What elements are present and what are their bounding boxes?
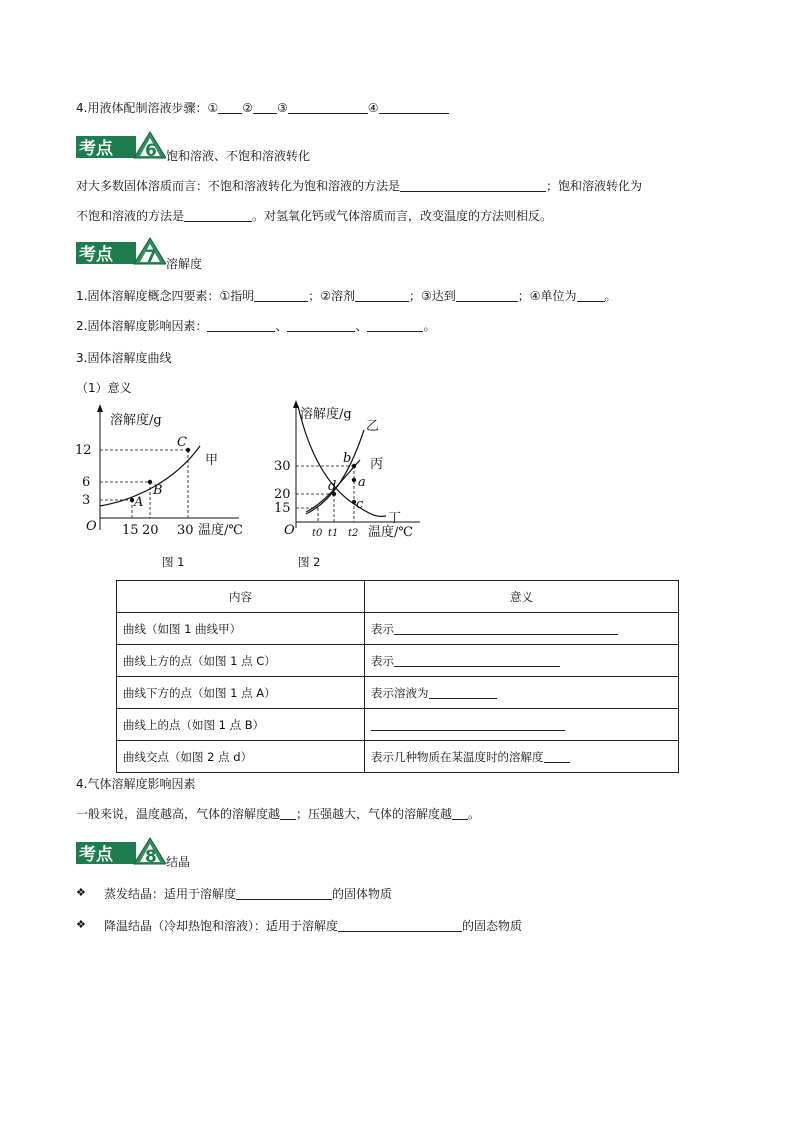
bullet-icon: ❖ bbox=[76, 918, 86, 931]
fig1-ylabel: 溶解度/g bbox=[110, 413, 162, 428]
blank bbox=[338, 919, 462, 932]
svg-text:7: 7 bbox=[145, 247, 157, 266]
text: ；③达到 bbox=[408, 289, 456, 303]
table-row bbox=[117, 741, 679, 773]
fig2-ytick: 30 bbox=[274, 459, 291, 474]
blank bbox=[287, 319, 355, 332]
fig2-curve-label-ding: 丁 bbox=[388, 511, 402, 526]
blank bbox=[184, 209, 252, 222]
table-cell: 表示溶液为 bbox=[365, 677, 679, 709]
k7-item4-line bbox=[76, 806, 480, 822]
k7-item2 bbox=[76, 318, 436, 334]
fig2-point-b bbox=[352, 464, 356, 468]
text: 蒸发结晶：适用于溶解度 bbox=[104, 887, 237, 901]
table-row bbox=[117, 645, 679, 677]
kaodian-7-badge bbox=[76, 236, 166, 266]
table-header: 内容 bbox=[117, 581, 365, 613]
blank bbox=[544, 750, 570, 763]
k8-bullet2 bbox=[104, 918, 522, 934]
fig1-xlabel: 温度/℃ bbox=[198, 523, 243, 538]
svg-text:6: 6 bbox=[145, 141, 157, 160]
table-cell: 曲线下方的点（如图 1 点 A） bbox=[117, 677, 365, 709]
step-num: ④ bbox=[367, 101, 379, 115]
fig2-xtick: t1 bbox=[328, 528, 339, 539]
text: ；压强越大，气体的溶解度越 bbox=[296, 807, 453, 821]
blank bbox=[253, 101, 277, 114]
blank bbox=[236, 887, 332, 900]
k7-item3-sub: （1）意义 bbox=[76, 381, 132, 395]
fig1-xtick: 20 bbox=[142, 523, 159, 538]
text: 降温结晶（冷却热饱和溶液）：适用于溶解度 bbox=[104, 919, 339, 933]
kaodian-8-badge bbox=[76, 836, 166, 866]
table-cell: 曲线上方的点（如图 1 点 C） bbox=[117, 645, 365, 677]
fig2-label-d: d bbox=[328, 479, 337, 494]
fig1-label-b: B bbox=[153, 483, 163, 498]
blank bbox=[400, 179, 546, 192]
text: 不饱和溶液的方法是 bbox=[76, 209, 185, 223]
blank bbox=[371, 718, 565, 731]
fig1-ytick: 3 bbox=[82, 493, 91, 508]
fig2-curve-label-yi: 乙 bbox=[366, 419, 380, 434]
kaodian-7-title: 溶解度 bbox=[166, 257, 203, 271]
step4-prefix: 4.用液体配制溶液步骤：① bbox=[76, 101, 219, 115]
step-num: ② bbox=[242, 101, 253, 115]
table-cell: 表示 bbox=[365, 613, 679, 645]
table-header-row bbox=[117, 581, 679, 613]
k7-item1 bbox=[76, 288, 617, 304]
k6-line2 bbox=[76, 208, 552, 224]
step-num: ③ bbox=[276, 101, 288, 115]
fig1-label-c: C bbox=[177, 435, 187, 450]
text: ；④单位为 bbox=[517, 289, 577, 303]
table-cell bbox=[365, 709, 679, 741]
blank bbox=[288, 101, 368, 114]
fig2-ylabel: 溶解度/g bbox=[300, 407, 352, 422]
text: 1.固体溶解度概念四要素：①指明 bbox=[76, 289, 255, 303]
k7-item4: 4.气体溶解度影响因素 bbox=[76, 777, 196, 791]
blank bbox=[429, 686, 497, 699]
fig2-curve-label-bing: 丙 bbox=[370, 457, 384, 472]
blank bbox=[452, 807, 468, 820]
blank bbox=[218, 101, 242, 114]
text: 。 bbox=[423, 319, 436, 333]
svg-text:8: 8 bbox=[145, 847, 157, 866]
fig2-xtick: t0 bbox=[312, 528, 323, 539]
step4-line bbox=[76, 100, 449, 116]
blank bbox=[394, 654, 560, 667]
blank bbox=[394, 622, 618, 635]
text: ；②溶剂 bbox=[308, 289, 355, 303]
fig1-caption: 图 1 bbox=[162, 555, 185, 569]
k6-line1 bbox=[76, 178, 642, 194]
table-row bbox=[117, 613, 679, 645]
text: 、 bbox=[275, 319, 288, 333]
kaodian-6-badge bbox=[76, 130, 166, 160]
blank bbox=[207, 319, 275, 332]
text: 、 bbox=[355, 319, 368, 333]
fig1-xtick: 30 bbox=[177, 523, 194, 538]
fig2-label-b: b bbox=[343, 451, 352, 466]
fig2-caption: 图 2 bbox=[298, 555, 321, 569]
k7-item3: 3.固体溶解度曲线 bbox=[76, 351, 172, 365]
blank bbox=[367, 319, 423, 332]
fig1-ytick: 6 bbox=[82, 475, 91, 490]
table-cell: 曲线交点（如图 2 点 d） bbox=[117, 741, 365, 773]
svg-text:考点: 考点 bbox=[79, 139, 113, 159]
table-cell: 曲线（如图 1 曲线甲） bbox=[117, 613, 365, 645]
blank bbox=[379, 101, 449, 114]
blank bbox=[280, 807, 296, 820]
table-cell: 曲线上的点（如图 1 点 B） bbox=[117, 709, 365, 741]
fig2-origin: O bbox=[284, 523, 295, 538]
fig2-xtick: t2 bbox=[348, 528, 359, 539]
text: 。 bbox=[604, 289, 617, 303]
table-row bbox=[117, 677, 679, 709]
text: 。对氢氧化钙或气体溶质而言，改变温度的方法则相反。 bbox=[252, 209, 553, 223]
fig2-xlabel: 温度/℃ bbox=[368, 525, 413, 540]
table-row bbox=[117, 709, 679, 741]
fig1-curve-label: 甲 bbox=[205, 453, 219, 468]
table-cell: 表示几种物质在某温度时的溶解度 bbox=[365, 741, 679, 773]
kaodian-8-title: 结晶 bbox=[166, 855, 191, 869]
bullet-icon: ❖ bbox=[76, 886, 86, 899]
table-header: 意义 bbox=[365, 581, 679, 613]
fig1-origin: O bbox=[86, 519, 97, 534]
fig2-ytick: 15 bbox=[274, 501, 291, 516]
blank bbox=[355, 289, 409, 302]
meaning-table bbox=[116, 580, 679, 773]
figure-2 bbox=[270, 398, 430, 543]
fig2-point-a bbox=[352, 478, 356, 482]
k8-bullet1 bbox=[104, 886, 392, 902]
text: 一般来说，温度越高，气体的溶解度越 bbox=[76, 807, 281, 821]
fig2-ytick: 20 bbox=[274, 487, 291, 502]
text: ；饱和溶液转化为 bbox=[546, 179, 643, 193]
text: 2.固体溶解度影响因素： bbox=[76, 319, 208, 333]
text: 对大多数固体溶质而言：不饱和溶液转化为饱和溶液的方法是 bbox=[76, 179, 401, 193]
fig2-label-c: c bbox=[356, 497, 364, 512]
fig1-label-a: A bbox=[134, 495, 144, 510]
fig2-label-a: a bbox=[358, 475, 366, 490]
table-cell: 表示 bbox=[365, 645, 679, 677]
fig1-xtick: 15 bbox=[122, 523, 139, 538]
figure-1 bbox=[74, 402, 244, 542]
svg-text:考点: 考点 bbox=[79, 245, 113, 265]
blank bbox=[577, 289, 605, 302]
text: 的固体物质 bbox=[332, 887, 393, 901]
text: 的固态物质 bbox=[462, 919, 523, 933]
blank bbox=[456, 289, 518, 302]
kaodian-6-title: 饱和溶液、不饱和溶液转化 bbox=[166, 149, 311, 163]
svg-text:考点: 考点 bbox=[79, 845, 113, 865]
fig1-y-arrow bbox=[97, 404, 103, 412]
fig1-ytick: 12 bbox=[75, 443, 92, 458]
fig1-point-b bbox=[148, 480, 152, 484]
text: 。 bbox=[468, 807, 481, 821]
blank bbox=[254, 289, 308, 302]
